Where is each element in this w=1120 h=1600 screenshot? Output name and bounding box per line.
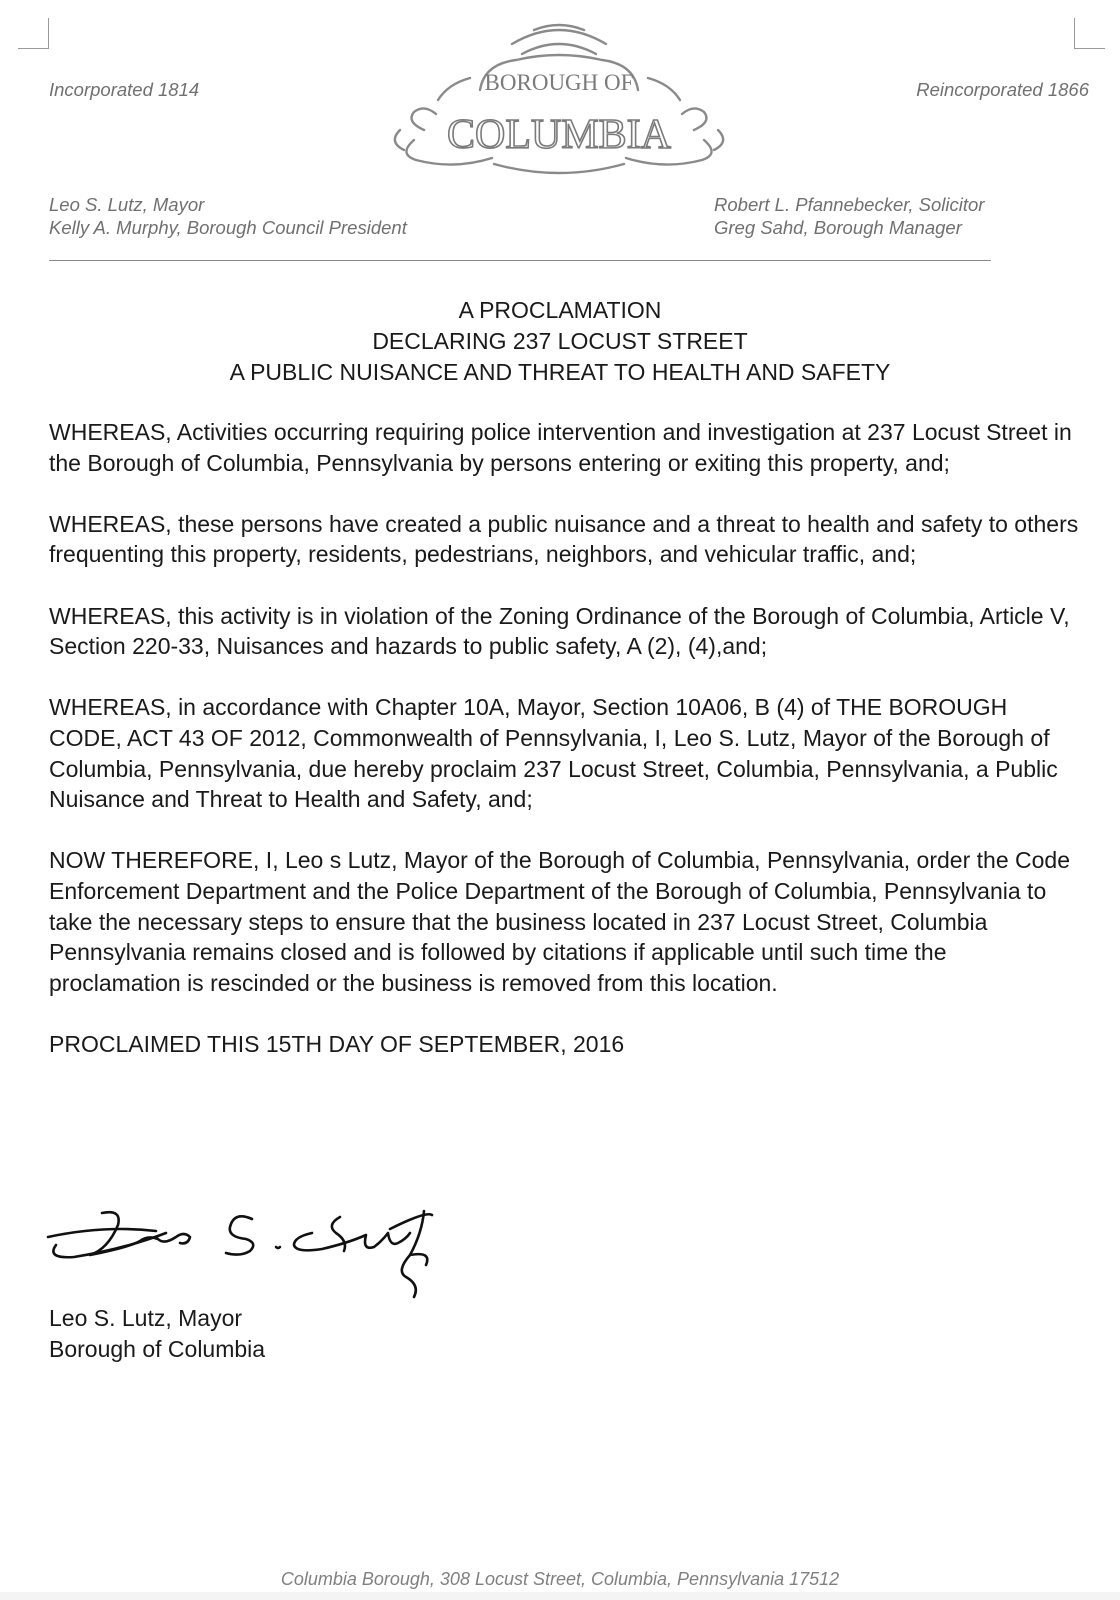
officials-left [49,193,407,239]
paragraph-whereas-2: WHEREAS, these persons have created a public nuisance and a threat to health and safety to others frequenting this property, residents, pedestrians, neighbors, and vehicular traffic, and; [49,510,1079,568]
signer-name: Leo S. Lutz, Mayor [49,1305,243,1331]
mayor-signature [44,1207,454,1302]
signer-block [49,1303,265,1365]
title-line-3: A PUBLIC NUISANCE AND THREAT TO HEALTH AND SAFETY [229,359,891,385]
seal-line2: COLUMBIA [446,112,672,158]
reincorporated-date: Reincorporated 1866 [916,79,1089,100]
paragraph-whereas-4: WHEREAS, in accordance with Chapter 10A, Mayor, Section 10A06, B (4) of THE BOROUGH CODE, ACT 43 OF 2012, Commonwealth of Pennsylvania, I, Leo S. Lutz, Mayor of the Borough of Columbia, Pennsylvania, due hereby proclaim 237 Locust Street, Columbia, Pennsylvania, a Public Nuisance and Threat to Health and Safety, and; [49,694,1058,813]
proclamation-title [0,295,1120,388]
paragraph-whereas-1: WHEREAS, Activities occurring requiring police intervention and investigation at 237 Locust Street in the Borough of Columbia, Pennsylvania by persons entering or exiting this property, and; [49,419,1072,476]
signer-org: Borough of Columbia [49,1336,266,1362]
footer-address: Columbia Borough, 308 Locust Street, Columbia, Pennsylvania 17512 [280,1569,840,1589]
crop-mark-right [1074,18,1105,49]
official-council-president: Kelly A. Murphy, Borough Council President [49,217,407,238]
borough-seal-logo [384,18,734,178]
title-line-2: DECLARING 237 LOCUST STREET [372,328,748,354]
officials-right [714,193,984,239]
crop-mark-left [18,18,49,49]
proclamation-body [49,417,1079,1090]
official-solicitor: Robert L. Pfannebecker, Solicitor [714,194,985,215]
seal-line1: BOROUGH OF [484,70,634,95]
title-line-1: A PROCLAMATION [458,297,662,323]
header-divider [49,260,991,261]
paragraph-proclaimed-date: PROCLAIMED THIS 15TH DAY OF SEPTEMBER, 2016 [49,1030,625,1057]
signature-graphic [44,1207,454,1302]
borough-seal-graphic [384,18,734,178]
official-manager: Greg Sahd, Borough Manager [714,217,962,238]
official-mayor: Leo S. Lutz, Mayor [49,194,205,215]
paragraph-whereas-3: WHEREAS, this activity is in violation of the Zoning Ordinance of the Borough of Columbia, Article V, Section 220-33, Nuisances and hazards to public safety, A (2), (4),and; [49,602,1070,660]
page-bottom-edge [0,1592,1120,1600]
paragraph-now-therefore: NOW THEREFORE, I, Leo s Lutz, Mayor of the Borough of Columbia, Pennsylvania, order the Code Enforcement Department and the Police Department of the Borough of Columbia, Pennsylvania to take the necessary steps to ensure that the business located in 237 Locust Street, Columbia Pennsylvania remains closed and is followed by citations if applicable until such time the proclamation is rescinded or the business is removed from this location. [49,847,1070,996]
incorporated-date: Incorporated 1814 [49,79,200,100]
